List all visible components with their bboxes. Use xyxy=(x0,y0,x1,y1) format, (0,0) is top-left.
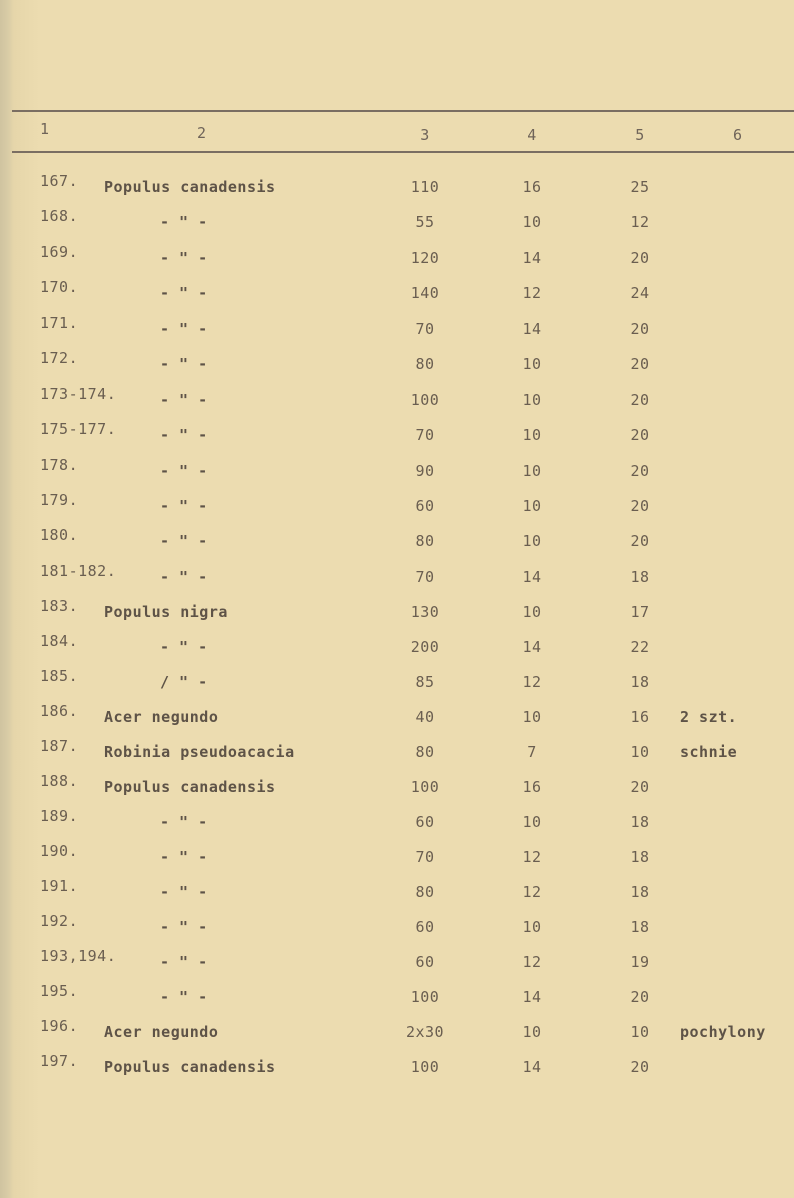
row-number: 186. xyxy=(40,702,79,720)
row-col-4: 10 xyxy=(522,603,542,621)
row-number: 168. xyxy=(40,207,79,225)
row-species: Populus canadensis xyxy=(104,178,276,196)
row-number: 185. xyxy=(40,667,79,685)
row-col-3: 70 xyxy=(415,320,435,338)
row-number: 190. xyxy=(40,842,79,860)
row-species: Acer negundo xyxy=(104,1023,219,1041)
row-species: - " - xyxy=(160,953,208,971)
row-species: Robinia pseudoacacia xyxy=(104,743,295,761)
row-col-3: 110 xyxy=(410,178,440,196)
row-number: 197. xyxy=(40,1052,79,1070)
row-col-4: 10 xyxy=(522,813,542,831)
table-top-rule xyxy=(12,110,794,112)
header-col-4: 4 xyxy=(527,126,537,144)
row-number: 195. xyxy=(40,982,79,1000)
row-col-4: 12 xyxy=(522,883,542,901)
row-number: 181-182. xyxy=(40,562,117,580)
row-note: 2 szt. xyxy=(680,708,738,726)
header-col-3: 3 xyxy=(420,126,430,144)
row-col-3: 90 xyxy=(415,462,435,480)
row-species: - " - xyxy=(160,848,208,866)
row-col-3: 80 xyxy=(415,355,435,373)
row-col-5: 24 xyxy=(630,284,650,302)
row-species: - " - xyxy=(160,462,208,480)
row-col-3: 80 xyxy=(415,883,435,901)
row-number: 178. xyxy=(40,456,79,474)
row-species: - " - xyxy=(160,355,208,373)
row-col-5: 18 xyxy=(630,673,650,691)
row-species: Populus canadensis xyxy=(104,1058,276,1076)
row-col-4: 10 xyxy=(522,708,542,726)
row-col-4: 16 xyxy=(522,178,542,196)
row-col-4: 10 xyxy=(522,918,542,936)
row-col-3: 200 xyxy=(410,638,440,656)
row-note: pochylony xyxy=(680,1023,766,1041)
header-col-5: 5 xyxy=(635,126,645,144)
row-number: 180. xyxy=(40,526,79,544)
row-col-5: 20 xyxy=(630,320,650,338)
row-col-4: 10 xyxy=(522,426,542,444)
table-header-rule xyxy=(12,151,794,153)
row-col-3: 60 xyxy=(415,918,435,936)
row-number: 173-174. xyxy=(40,385,117,403)
row-col-5: 16 xyxy=(630,708,650,726)
row-col-4: 14 xyxy=(522,320,542,338)
row-number: 179. xyxy=(40,491,79,509)
row-col-5: 20 xyxy=(630,249,650,267)
row-col-5: 22 xyxy=(630,638,650,656)
row-col-5: 17 xyxy=(630,603,650,621)
row-number: 175-177. xyxy=(40,420,117,438)
row-col-5: 20 xyxy=(630,778,650,796)
row-species: - " - xyxy=(160,213,208,231)
row-species: / " - xyxy=(160,673,208,691)
row-col-5: 25 xyxy=(630,178,650,196)
row-species: - " - xyxy=(160,532,208,550)
row-col-3: 100 xyxy=(410,1058,440,1076)
row-col-5: 18 xyxy=(630,813,650,831)
row-col-4: 10 xyxy=(522,355,542,373)
row-col-4: 14 xyxy=(522,638,542,656)
row-number: 191. xyxy=(40,877,79,895)
row-species: Acer negundo xyxy=(104,708,219,726)
row-col-3: 60 xyxy=(415,953,435,971)
row-col-3: 60 xyxy=(415,813,435,831)
row-col-5: 20 xyxy=(630,1058,650,1076)
header-col-2: 2 xyxy=(197,124,207,142)
row-col-3: 70 xyxy=(415,426,435,444)
row-col-4: 14 xyxy=(522,988,542,1006)
row-col-5: 20 xyxy=(630,462,650,480)
row-col-4: 12 xyxy=(522,284,542,302)
row-col-5: 20 xyxy=(630,391,650,409)
row-col-3: 120 xyxy=(410,249,440,267)
row-col-3: 70 xyxy=(415,568,435,586)
row-col-4: 12 xyxy=(522,673,542,691)
row-col-5: 10 xyxy=(630,743,650,761)
row-number: 184. xyxy=(40,632,79,650)
row-col-3: 85 xyxy=(415,673,435,691)
row-col-5: 18 xyxy=(630,848,650,866)
row-col-5: 20 xyxy=(630,426,650,444)
row-species: - " - xyxy=(160,988,208,1006)
row-col-4: 10 xyxy=(522,391,542,409)
row-species: - " - xyxy=(160,426,208,444)
row-species: - " - xyxy=(160,918,208,936)
row-number: 171. xyxy=(40,314,79,332)
row-number: 193,194. xyxy=(40,947,117,965)
row-col-4: 10 xyxy=(522,532,542,550)
row-col-4: 14 xyxy=(522,568,542,586)
row-species: - " - xyxy=(160,391,208,409)
header-col-6: 6 xyxy=(733,126,743,144)
row-number: 188. xyxy=(40,772,79,790)
row-col-4: 10 xyxy=(522,462,542,480)
row-col-3: 70 xyxy=(415,848,435,866)
row-col-5: 19 xyxy=(630,953,650,971)
row-col-3: 2x30 xyxy=(405,1023,445,1041)
row-species: - " - xyxy=(160,883,208,901)
row-col-3: 55 xyxy=(415,213,435,231)
row-col-3: 80 xyxy=(415,532,435,550)
row-col-3: 130 xyxy=(410,603,440,621)
row-col-4: 14 xyxy=(522,249,542,267)
row-note: schnie xyxy=(680,743,738,761)
row-col-4: 12 xyxy=(522,953,542,971)
row-col-4: 12 xyxy=(522,848,542,866)
row-species: - " - xyxy=(160,638,208,656)
row-col-4: 10 xyxy=(522,497,542,515)
row-col-5: 18 xyxy=(630,568,650,586)
row-species: - " - xyxy=(160,249,208,267)
row-col-5: 12 xyxy=(630,213,650,231)
row-col-4: 10 xyxy=(522,213,542,231)
row-col-5: 20 xyxy=(630,988,650,1006)
row-number: 187. xyxy=(40,737,79,755)
row-species: - " - xyxy=(160,813,208,831)
row-col-5: 20 xyxy=(630,532,650,550)
row-col-3: 100 xyxy=(410,391,440,409)
row-col-5: 18 xyxy=(630,883,650,901)
row-species: - " - xyxy=(160,568,208,586)
row-col-3: 140 xyxy=(410,284,440,302)
row-number: 170. xyxy=(40,278,79,296)
row-col-4: 7 xyxy=(527,743,537,761)
row-number: 169. xyxy=(40,243,79,261)
row-col-3: 100 xyxy=(410,778,440,796)
row-col-3: 80 xyxy=(415,743,435,761)
row-col-5: 10 xyxy=(630,1023,650,1041)
row-number: 192. xyxy=(40,912,79,930)
header-col-1: 1 xyxy=(40,120,50,138)
row-number: 183. xyxy=(40,597,79,615)
row-species: - " - xyxy=(160,284,208,302)
row-col-5: 20 xyxy=(630,355,650,373)
row-species: - " - xyxy=(160,497,208,515)
row-col-5: 18 xyxy=(630,918,650,936)
row-col-4: 14 xyxy=(522,1058,542,1076)
row-col-3: 60 xyxy=(415,497,435,515)
row-species: Populus nigra xyxy=(104,603,228,621)
row-col-3: 40 xyxy=(415,708,435,726)
row-col-4: 10 xyxy=(522,1023,542,1041)
row-number: 196. xyxy=(40,1017,79,1035)
row-species: Populus canadensis xyxy=(104,778,276,796)
row-number: 172. xyxy=(40,349,79,367)
row-col-5: 20 xyxy=(630,497,650,515)
row-col-3: 100 xyxy=(410,988,440,1006)
row-number: 189. xyxy=(40,807,79,825)
row-species: - " - xyxy=(160,320,208,338)
row-col-4: 16 xyxy=(522,778,542,796)
row-number: 167. xyxy=(40,172,79,190)
